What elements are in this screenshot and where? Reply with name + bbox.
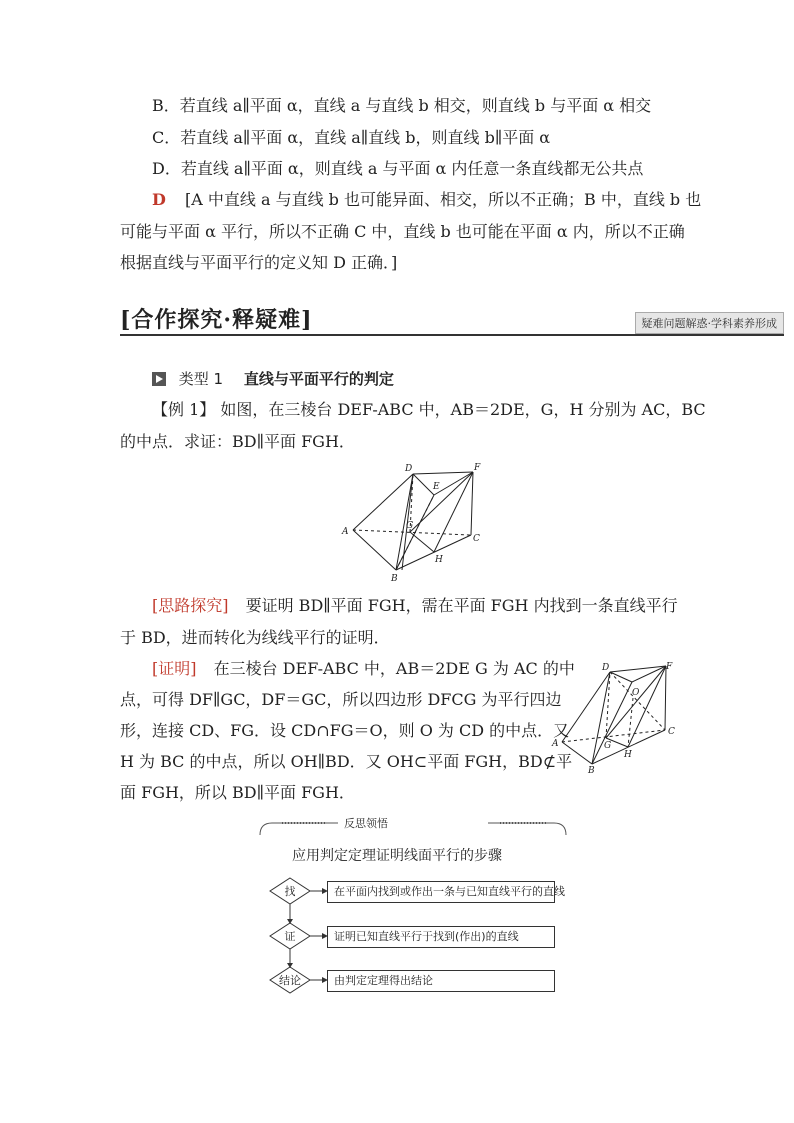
reflection-banner-frame xyxy=(258,815,568,837)
step-1-box: 在平面内找到或作出一条与已知直线平行的直线 xyxy=(327,881,555,903)
section-title: [合作探究·释疑难] xyxy=(120,307,313,333)
label-b: B xyxy=(391,574,398,584)
option-d: D．若直线 a∥平面 α，则直线 a 与平面 α 内任意一条直线都无公共点 xyxy=(152,159,644,178)
label-g: G xyxy=(406,521,414,531)
type-label: 类型 1 xyxy=(178,370,224,388)
play-icon xyxy=(152,372,166,386)
frustum-figure-2 xyxy=(548,660,683,775)
label-e: E xyxy=(433,482,440,492)
answer-line-3: 根据直线与平面平行的定义知 D 正确．] xyxy=(120,253,398,272)
label-d: D xyxy=(405,464,413,474)
example-line-1: 【例 1】 如图，在三棱台 DEF-ABC 中，AB＝2DE，G，H 分别为 AC，BC xyxy=(152,400,706,419)
proof-line-3: 形，连接 CD、FG．设 CD∩FG＝O，则 O 为 CD 的中点．又 xyxy=(120,721,570,740)
step-2-box: 证明已知直线平行于找到(作出)的直线 xyxy=(327,926,555,948)
proof-line-2: 点，可得 DF∥GC，DF＝GC，所以四边形 DFCG 为平行四边 xyxy=(120,690,562,709)
frustum-figure-1 xyxy=(338,460,488,585)
reflection-title: 应用判定定理证明线面平行的步骤 xyxy=(292,848,502,864)
answer-line-2: 可能与平面 α 平行，所以不正确 C 中，直线 b 也可能在平面 α 内，所以不正确 xyxy=(120,222,685,241)
idea-label: [思路探究] xyxy=(152,596,229,615)
answer-text-1: [A 中直线 a 与直线 b 也可能异面、相交，所以不正确；B 中，直线 b 也 xyxy=(184,190,702,209)
proof-line-4: H 为 BC 的中点，所以 OH∥BD．又 OH⊂平面 FGH，BD⊄平 xyxy=(120,752,573,771)
answer-line-1 xyxy=(152,189,701,211)
proof-label: [证明] xyxy=(152,659,197,678)
type-title: 直线与平面平行的判定 xyxy=(243,370,394,388)
label2-f: F xyxy=(666,662,673,672)
label-c: C xyxy=(473,534,480,544)
label-h: H xyxy=(435,555,443,565)
idea-line-2: 于 BD，进而转化为线线平行的证明． xyxy=(120,628,390,647)
section-divider xyxy=(120,334,784,336)
step-3-key: 结论 xyxy=(279,974,301,987)
label2-o: O xyxy=(632,688,640,698)
label2-h: H xyxy=(624,750,632,760)
option-c: C．若直线 a∥平面 α，直线 a∥直线 b，则直线 b∥平面 α xyxy=(152,128,551,147)
step-2-key: 证 xyxy=(284,930,296,943)
proof-line-5: 面 FGH，所以 BD∥平面 FGH． xyxy=(120,783,355,802)
label-a: A xyxy=(342,527,349,537)
example-line-2: 的中点．求证：BD∥平面 FGH． xyxy=(120,432,355,451)
label-f: F xyxy=(474,463,481,473)
answer-letter: D xyxy=(152,190,166,209)
label2-b: B xyxy=(588,766,595,775)
label2-c: C xyxy=(668,727,675,737)
label2-d: D xyxy=(602,663,610,673)
reflection-banner: 反思领悟 xyxy=(340,813,392,835)
label2-g: G xyxy=(604,741,612,751)
idea-line-1 xyxy=(152,595,678,617)
idea-text-1: 要证明 BD∥平面 FGH，需在平面 FGH 内找到一条直线平行 xyxy=(245,596,678,615)
proof-line-1 xyxy=(152,658,575,680)
label2-a: A xyxy=(552,739,559,749)
step-1-key: 找 xyxy=(284,885,296,898)
proof-text-1: 在三棱台 DEF-ABC 中，AB＝2DE G 为 AC 的中 xyxy=(213,659,575,678)
step-3-box: 由判定定理得出结论 xyxy=(327,970,555,992)
section-tag: 疑难问题解惑·学科素养形成 xyxy=(635,312,785,334)
option-b: B．若直线 a∥平面 α，直线 a 与直线 b 相交，则直线 b 与平面 α 相交 xyxy=(152,96,652,115)
type-heading xyxy=(152,368,394,389)
